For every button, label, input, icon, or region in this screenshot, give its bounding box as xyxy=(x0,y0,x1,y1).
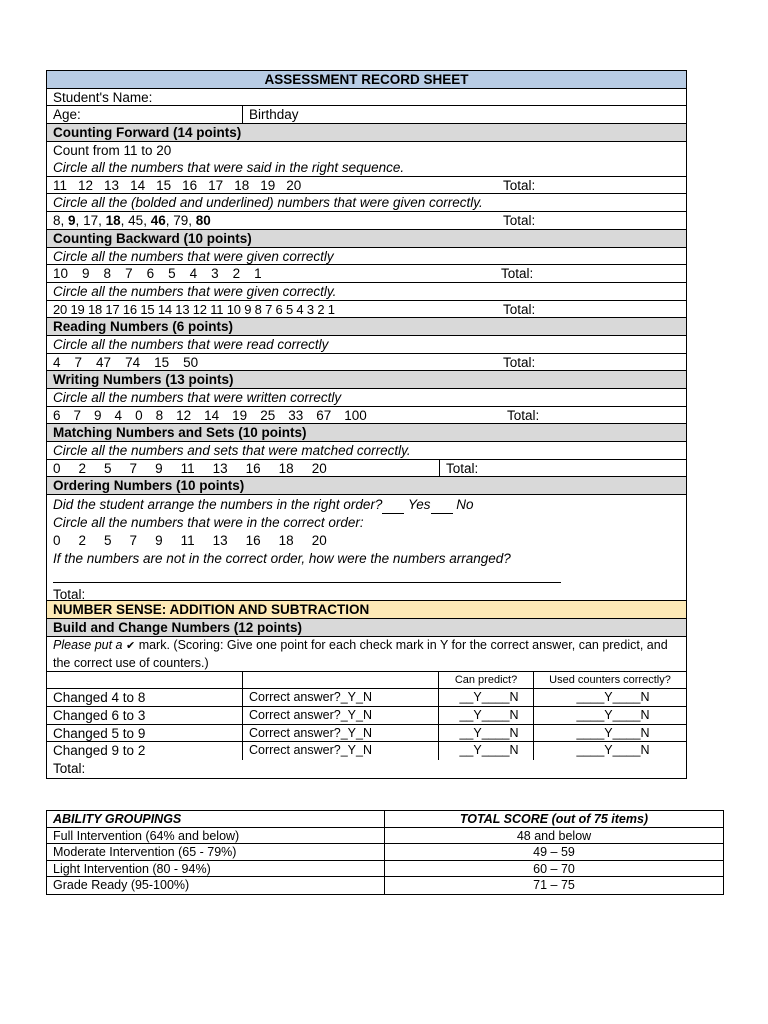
build-change-instructions xyxy=(47,637,686,672)
writing-numbers-heading: Writing Numbers (13 points) xyxy=(47,371,686,389)
counting-forward-heading: Counting Forward (14 points) xyxy=(47,124,686,142)
sequence-number[interactable]: 0 xyxy=(135,407,143,423)
ordering-total: Total: xyxy=(53,587,86,602)
number-sequence xyxy=(53,532,345,550)
sequence-number[interactable]: 20 xyxy=(311,460,327,476)
no-blank[interactable] xyxy=(431,502,453,514)
assessment-record-sheet xyxy=(46,70,687,779)
sequence-number[interactable]: 5 xyxy=(168,266,176,282)
birthday-field[interactable] xyxy=(242,106,686,123)
sequence-number[interactable]: 4 xyxy=(114,407,123,423)
birthday-label: Birthday xyxy=(249,107,299,123)
sequence-number[interactable]: 9 xyxy=(155,533,163,549)
sequence-number[interactable]: 33 xyxy=(288,407,304,423)
counting-forward-instruction-1: Count from 11 to 20 xyxy=(53,142,172,158)
sequence-number[interactable]: 7 xyxy=(125,266,133,282)
groupings-header-left: ABILITY GROUPINGS xyxy=(47,811,385,827)
sequence-number[interactable]: 7 xyxy=(129,460,138,476)
sequence-number[interactable]: 9 xyxy=(94,407,102,423)
can-predict-cell[interactable]: __Y____N xyxy=(438,707,533,724)
grouping-score: 49 – 59 xyxy=(533,845,575,860)
total-label: Total: xyxy=(446,460,479,476)
ordering-instruction: Circle all the numbers that were in the correct order: xyxy=(53,515,364,531)
age-field[interactable] xyxy=(47,106,242,123)
grouping-score: 48 and below xyxy=(516,828,592,843)
build-change-total: Total: xyxy=(53,760,86,776)
build-change-row xyxy=(47,725,686,743)
sequence-number[interactable]: 14 xyxy=(204,407,220,423)
counters-cell[interactable]: ____Y____N xyxy=(533,725,686,742)
sequence-number[interactable]: 20 xyxy=(311,533,327,549)
age-label: Age: xyxy=(53,107,81,123)
sequence-number[interactable]: 12 xyxy=(176,407,192,423)
ordering-body xyxy=(47,495,686,601)
correct-answer-cell[interactable]: Correct answer?_Y_N xyxy=(242,689,438,706)
can-predict-cell[interactable]: __Y____N xyxy=(438,742,533,760)
groupings-row xyxy=(47,877,723,894)
reading-numbers-sequence[interactable] xyxy=(47,354,686,372)
sequence-number[interactable]: 67 xyxy=(316,407,332,423)
ordering-answer-line[interactable] xyxy=(53,568,686,586)
number-sequence: 20 19 18 17 16 15 14 13 12 11 10 9 8 7 6 5 4 3 2 1 xyxy=(53,301,335,317)
sequence-number[interactable]: 17 xyxy=(208,177,224,193)
sequence-number[interactable]: 13 xyxy=(104,177,120,193)
groupings-header-right: TOTAL SCORE (out of 75 items) xyxy=(459,812,649,826)
sequence-number[interactable]: 13 xyxy=(212,533,228,549)
sequence-number[interactable]: 50 xyxy=(183,354,199,370)
total-label: Total: xyxy=(503,301,536,317)
build-change-rows xyxy=(47,689,686,760)
sequence-number[interactable]: 45 xyxy=(128,213,144,229)
matching-instruction: Circle all the numbers and sets that were matched correctly. xyxy=(47,442,686,460)
sequence-number[interactable]: 15 xyxy=(156,177,172,193)
number-sequence xyxy=(53,177,312,194)
sequence-number[interactable]: 74 xyxy=(125,354,141,370)
sequence-number[interactable]: 19 xyxy=(260,177,276,193)
counting-forward-sequence-1[interactable] xyxy=(47,177,686,195)
reading-numbers-instruction: Circle all the numbers that were read correctly xyxy=(47,336,686,354)
sequence-number[interactable]: 2 xyxy=(78,533,87,549)
groupings-row xyxy=(47,861,723,878)
writing-numbers-sequence[interactable] xyxy=(47,407,686,425)
ability-groupings-table xyxy=(46,810,724,895)
number-sequence xyxy=(53,265,276,282)
sequence-number[interactable]: 1 xyxy=(254,266,262,282)
grouping-name: Grade Ready (95-100%) xyxy=(47,877,385,894)
build-change-table-header xyxy=(47,672,686,690)
sequence-number[interactable]: 16 xyxy=(182,177,198,193)
counting-forward-instruction-2: Circle all the numbers that were said in the right sequence. xyxy=(53,159,405,175)
sequence-number[interactable]: 7 xyxy=(129,533,138,549)
sequence-number[interactable]: 11 xyxy=(180,460,195,476)
sequence-number[interactable]: 7 xyxy=(74,354,83,370)
sequence-number[interactable]: 14 xyxy=(130,177,146,193)
sequence-number[interactable]: 9 xyxy=(82,266,90,282)
ordering-question-text: Did the student arrange the numbers in the right order? xyxy=(53,497,383,513)
sequence-number[interactable]: 5 xyxy=(104,460,112,476)
total-label: Total: xyxy=(507,407,540,423)
sequence-number[interactable]: 46 xyxy=(150,213,166,229)
number-sequence: 8, 9, 17, 18, 45, 46, 79, 80 xyxy=(53,213,211,229)
ordering-sequence[interactable] xyxy=(53,532,686,550)
instruction-part-b: mark. (Scoring: Give one point for each check mark in Y for the correct answer, can predict, and the correct use of counters.) xyxy=(53,637,668,670)
counters-cell[interactable]: ____Y____N xyxy=(533,707,686,724)
sequence-number[interactable]: 18 xyxy=(105,213,121,229)
grouping-name: Light Intervention (80 - 94%) xyxy=(47,861,385,877)
sequence-number[interactable]: 7 xyxy=(73,407,82,423)
sequence-number[interactable]: 8 xyxy=(155,407,164,423)
groupings-rows xyxy=(47,828,723,894)
sequence-number[interactable]: 100 xyxy=(344,407,367,423)
number-sequence xyxy=(53,407,380,424)
can-predict-cell[interactable]: __Y____N xyxy=(438,725,533,742)
sequence-number[interactable]: 0 xyxy=(53,533,61,549)
sequence-number[interactable]: 9 xyxy=(155,460,163,476)
sequence-number[interactable]: 47 xyxy=(96,354,112,370)
counting-backward-heading: Counting Backward (10 points) xyxy=(47,230,686,248)
build-change-row xyxy=(47,707,686,725)
counting-backward-sequence-1[interactable] xyxy=(47,265,686,283)
ordering-question-2: If the numbers are not in the correct order, how were the numbers arranged? xyxy=(53,551,511,567)
sequence-number[interactable]: 6 xyxy=(53,407,61,423)
sequence-number[interactable]: 79 xyxy=(173,213,189,229)
counting-backward-instruction-2: Circle all the numbers that were given correctly. xyxy=(47,283,686,301)
sheet-title: ASSESSMENT RECORD SHEET xyxy=(47,71,686,89)
grouping-name: Full Intervention (64% and below) xyxy=(47,828,385,844)
row-label: Changed 4 to 8 xyxy=(53,690,146,706)
number-sequence xyxy=(53,354,212,371)
sequence-number[interactable]: 16 xyxy=(245,460,261,476)
counting-backward-sequence-2[interactable] xyxy=(47,301,686,319)
sequence-number[interactable]: 10 xyxy=(53,266,69,282)
sequence-number[interactable]: 25 xyxy=(260,407,276,423)
sequence-number[interactable]: 9 xyxy=(68,213,76,229)
grouping-score: 71 – 75 xyxy=(533,878,575,893)
matching-sequence[interactable] xyxy=(47,460,439,477)
student-name-field[interactable] xyxy=(47,89,686,107)
sequence-number[interactable]: 5 xyxy=(104,533,112,549)
sequence-number[interactable]: 11 xyxy=(53,177,68,193)
counting-forward-instruction-3: Circle all the (bolded and underlined) numbers that were given correctly. xyxy=(47,194,686,212)
correct-answer-cell[interactable]: Correct answer?_Y_N xyxy=(242,707,438,724)
yes-blank[interactable] xyxy=(382,502,404,514)
sequence-number[interactable]: 8 xyxy=(103,266,112,282)
no-label: No xyxy=(456,497,474,513)
counting-backward-instruction-1: Circle all the numbers that were given correctly xyxy=(47,248,686,266)
student-name-label: Student's Name: xyxy=(53,89,153,105)
header-empty-1 xyxy=(47,672,242,689)
total-label: Total: xyxy=(501,266,534,282)
total-label: Total: xyxy=(503,213,536,229)
number-sequence xyxy=(53,460,345,477)
build-change-row xyxy=(47,742,686,760)
sequence-number[interactable]: 6 xyxy=(146,266,155,282)
total-label: Total: xyxy=(503,354,536,370)
row-label: Changed 9 to 2 xyxy=(53,743,146,759)
total-label: Total: xyxy=(503,177,536,193)
groupings-header-row xyxy=(47,811,723,828)
sequence-number[interactable]: 18 xyxy=(278,460,294,476)
sequence-number[interactable]: 11 xyxy=(180,533,195,549)
build-change-row xyxy=(47,689,686,707)
header-empty-2 xyxy=(242,672,438,689)
matching-total[interactable] xyxy=(439,460,686,477)
grouping-name: Moderate Intervention (65 - 79%) xyxy=(47,844,385,860)
ordering-question xyxy=(53,496,686,514)
sequence-number[interactable]: 17 xyxy=(83,213,99,229)
correct-answer-cell[interactable]: Correct answer?_Y_N xyxy=(242,742,438,760)
counting-forward-sequence-2[interactable] xyxy=(47,212,686,230)
sequence-number[interactable]: 12 xyxy=(78,177,94,193)
grouping-score: 60 – 70 xyxy=(533,861,575,876)
sequence-number[interactable]: 80 xyxy=(195,213,211,229)
age-birthday-row xyxy=(47,106,686,124)
row-label: Changed 6 to 3 xyxy=(53,707,146,723)
instruction-part-a: Please put a xyxy=(53,637,123,652)
number-sense-heading: NUMBER SENSE: ADDITION AND SUBTRACTION xyxy=(47,601,686,619)
can-predict-cell[interactable]: __Y____N xyxy=(438,689,533,706)
groupings-row xyxy=(47,828,723,845)
matching-sequence-row xyxy=(47,460,686,478)
sequence-number[interactable]: 2 xyxy=(232,266,241,282)
writing-numbers-instruction: Circle all the numbers that were written correctly xyxy=(47,389,686,407)
build-change-heading: Build and Change Numbers (12 points) xyxy=(47,619,686,637)
matching-heading: Matching Numbers and Sets (10 points) xyxy=(47,424,686,442)
answer-underline xyxy=(53,582,561,583)
header-used-counters: Used counters correctly? xyxy=(533,672,686,689)
groupings-row xyxy=(47,844,723,861)
check-mark-icon: ✔ xyxy=(125,639,136,652)
counting-forward-instructions xyxy=(47,142,686,177)
yes-label: Yes xyxy=(407,497,431,513)
sequence-number[interactable]: 15 xyxy=(154,354,170,370)
sequence-number[interactable]: 4 xyxy=(189,266,198,282)
counters-cell[interactable]: ____Y____N xyxy=(533,689,686,706)
sequence-number[interactable]: 19 xyxy=(232,407,248,423)
sequence-number[interactable]: 20 xyxy=(286,177,302,193)
sequence-number[interactable]: 3 xyxy=(211,266,219,282)
sequence-number[interactable]: 18 xyxy=(278,533,294,549)
sequence-number[interactable]: 16 xyxy=(245,533,261,549)
sequence-number[interactable]: 18 xyxy=(234,177,250,193)
sequence-number[interactable]: 4 xyxy=(53,354,61,370)
row-label: Changed 5 to 9 xyxy=(53,725,146,741)
sequence-number[interactable]: 0 xyxy=(53,460,61,476)
reading-numbers-heading: Reading Numbers (6 points) xyxy=(47,318,686,336)
counters-cell[interactable]: ____Y____N xyxy=(533,742,686,760)
header-can-predict: Can predict? xyxy=(438,672,533,689)
sequence-number[interactable]: 13 xyxy=(212,460,228,476)
ordering-heading: Ordering Numbers (10 points) xyxy=(47,477,686,495)
sequence-number[interactable]: 2 xyxy=(78,460,87,476)
sequence-number[interactable]: 8 xyxy=(53,213,61,229)
correct-answer-cell[interactable]: Correct answer?_Y_N xyxy=(242,725,438,742)
